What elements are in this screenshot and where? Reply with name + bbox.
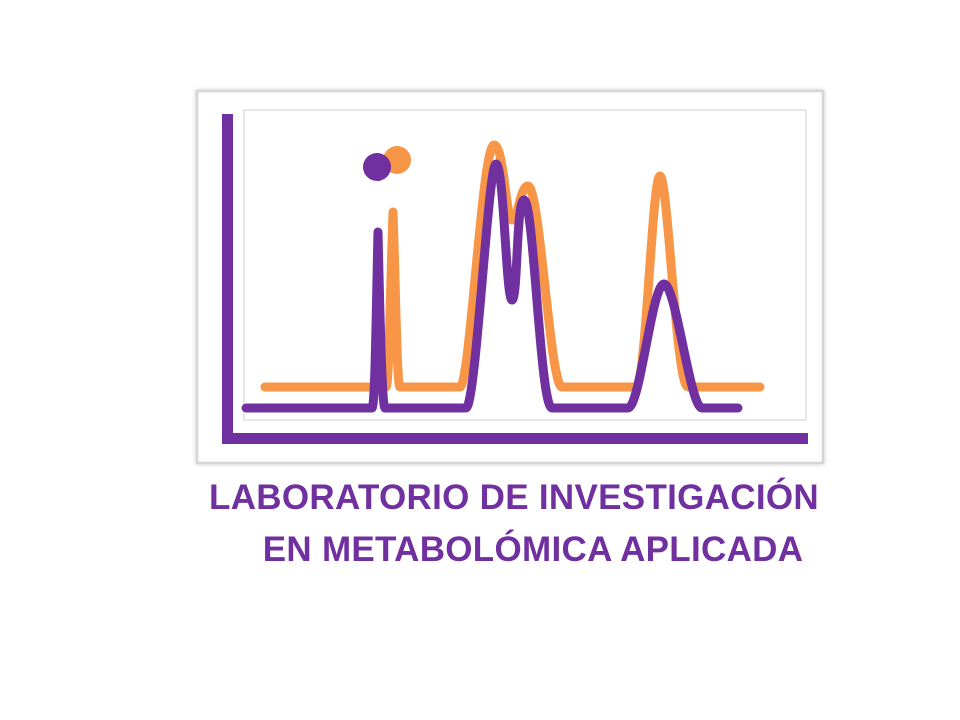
purple-dot — [363, 153, 391, 181]
lab-name-line-1: LABORATORIO DE INVESTIGACIÓN — [209, 478, 819, 517]
inner-frame — [244, 110, 806, 420]
y-axis — [222, 114, 233, 444]
lab-name-line-2: EN METABOLÓMICA APLICADA — [262, 530, 804, 569]
x-axis — [222, 433, 808, 444]
